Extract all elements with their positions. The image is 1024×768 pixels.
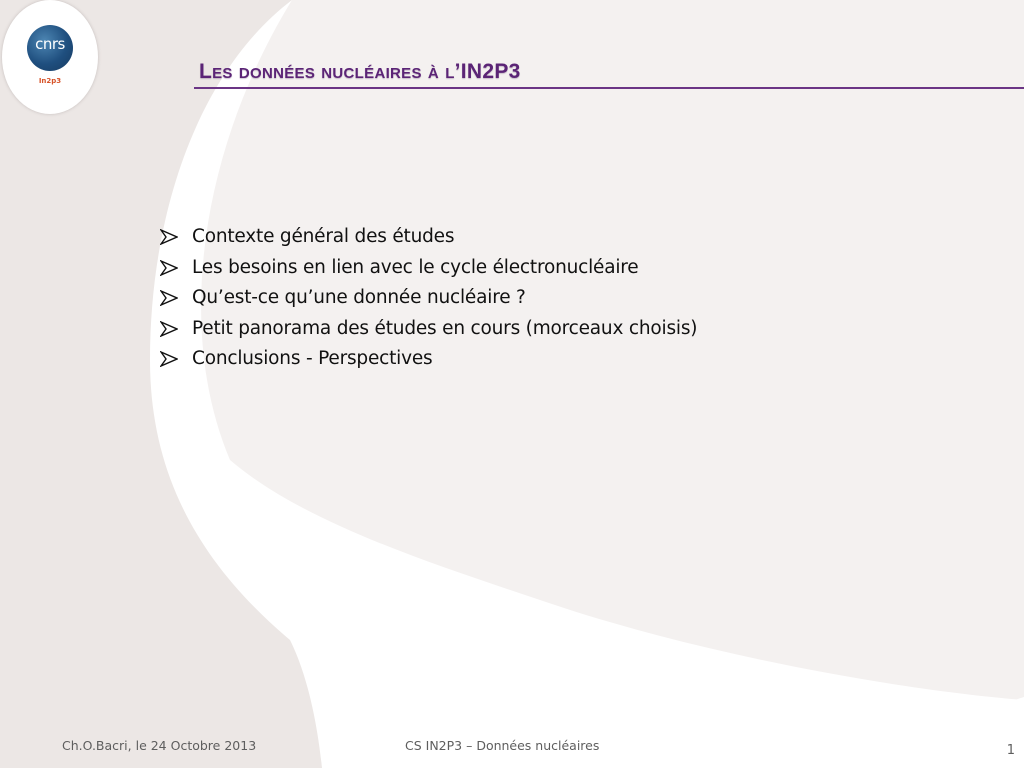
- logo-word: cnrs: [35, 35, 65, 53]
- agenda-item: [160, 283, 697, 314]
- agenda-item-text: Les besoins en lien avec le cycle électronucléaire: [192, 256, 639, 278]
- arrow-bullet-icon: [160, 321, 178, 337]
- arrow-bullet-icon: [160, 290, 178, 306]
- agenda-item-text: Contexte général des études: [192, 226, 455, 247]
- footer-presentation-title: CS IN2P3 – Données nucléaires: [405, 738, 600, 753]
- page-number: 1: [1006, 743, 1015, 758]
- agenda-item: [160, 344, 697, 375]
- agenda-item-text: Conclusions - Perspectives: [192, 348, 433, 369]
- agenda-item-text: Qu’est-ce qu’une donnée nucléaire ?: [192, 287, 526, 308]
- arrow-bullet-icon: [160, 260, 178, 276]
- agenda-list: [160, 222, 697, 375]
- agenda-item: [160, 314, 697, 345]
- slide-title: Les données nucléaires à l’IN2P3: [199, 60, 521, 83]
- cnrs-in2p3-logo: [2, 0, 98, 118]
- title-underline: [194, 87, 1024, 89]
- agenda-item: [160, 253, 697, 284]
- footer-author: Ch.O.Bacri, le 24 Octobre 2013: [62, 738, 257, 753]
- agenda-item: [160, 222, 697, 253]
- arrow-bullet-icon: [160, 229, 178, 245]
- agenda-item-text: Petit panorama des études en cours (morceaux choisis): [192, 317, 698, 339]
- logo-subtitle: In2p3: [38, 77, 62, 85]
- arrow-bullet-icon: [160, 351, 178, 367]
